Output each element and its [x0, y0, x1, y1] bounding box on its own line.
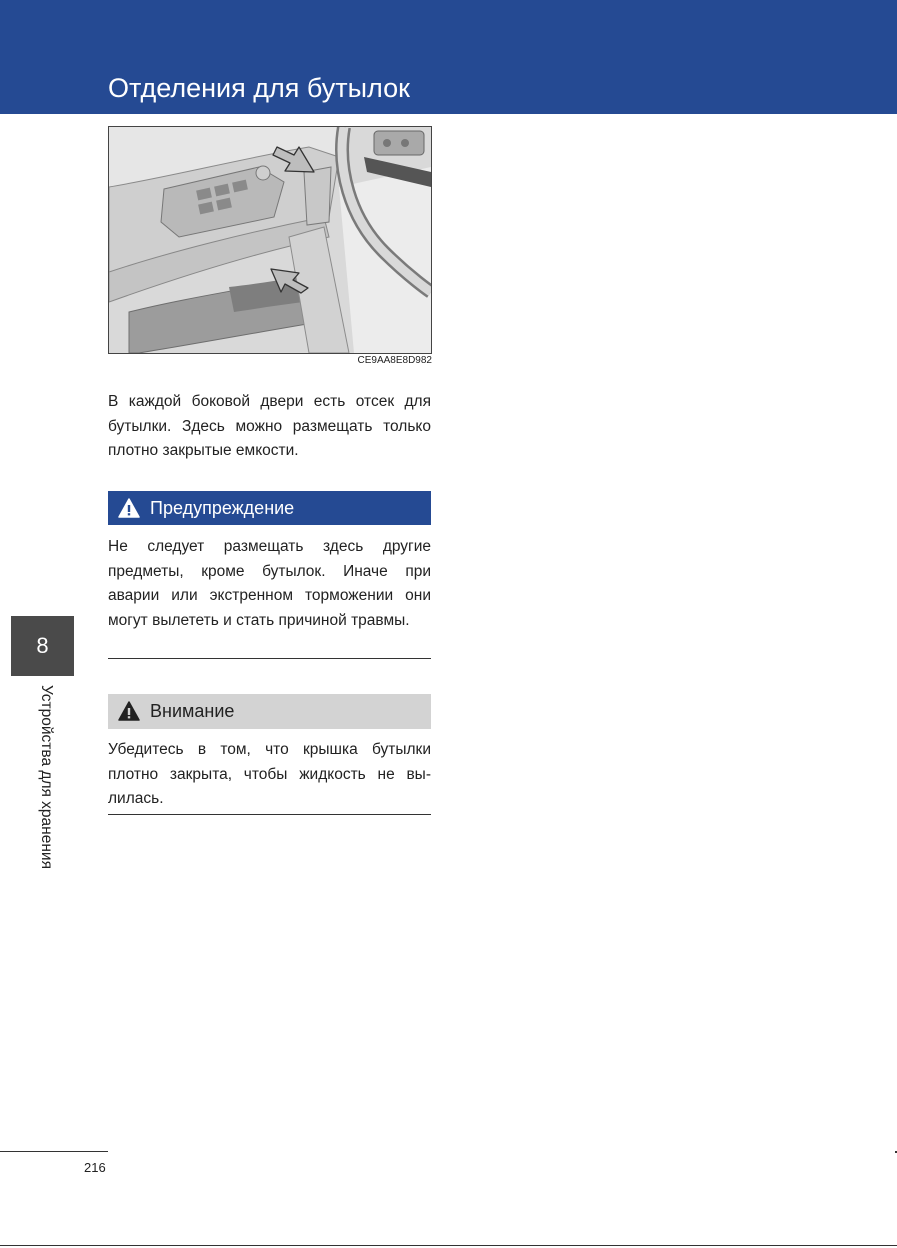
page-number: 216: [84, 1160, 106, 1175]
bottom-border: [0, 1245, 897, 1246]
page-header: [0, 0, 897, 114]
warning-label: Предупреждение: [150, 498, 295, 518]
warning-triangle-icon: [118, 498, 140, 518]
intro-paragraph: В каждой боковой двери есть отсек для бутылки. Здесь можно размещать только плотно закрытые емкости.: [108, 393, 431, 459]
chapter-title: Устройства для хранения: [38, 685, 55, 869]
chapter-tab: 8: [11, 616, 74, 676]
caution-text: Убедитесь в том, что крышка бутылки плотно закрыта, чтобы жидкость не вы-лилась.: [108, 741, 431, 807]
figure-code: CE9AA8E8D982: [357, 355, 432, 366]
warning-header: [108, 491, 431, 525]
caution-header: [108, 694, 431, 729]
page-title: Отделения для бутылок: [108, 73, 410, 103]
warning-text: Не следует размещать здесь другие предметы, кроме бутылок. Иначе при аварии или экстренном торможении они могут вылететь и стать причиной травмы.: [108, 538, 431, 629]
warning-triangle-icon: [118, 701, 140, 721]
caution-label: Внимание: [150, 701, 235, 721]
caution-divider: [108, 814, 431, 815]
warning-divider: [108, 658, 431, 659]
door-bottle-holder-illustration: [108, 126, 432, 354]
footer-divider: [0, 1151, 108, 1152]
